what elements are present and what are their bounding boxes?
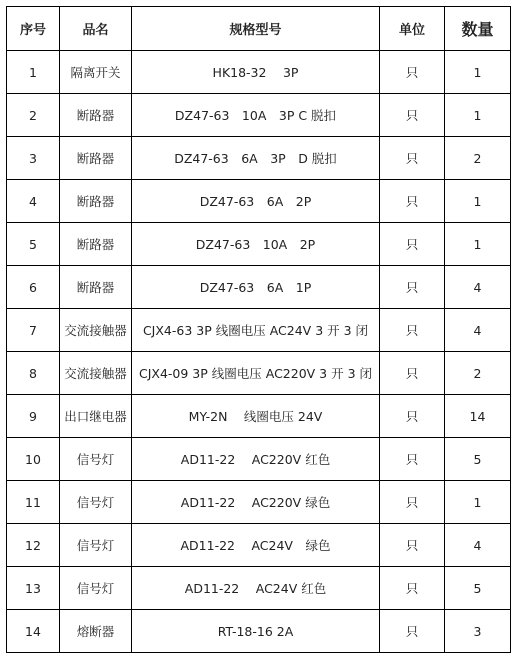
cell-unit: 只 — [380, 352, 445, 395]
cell-spec: AD11-22 AC24V 绿色 — [132, 524, 380, 567]
table-row — [7, 438, 511, 481]
cell-spec: AD11-22 AC220V 红色 — [132, 438, 380, 481]
cell-index: 13 — [7, 567, 60, 610]
table-row — [7, 180, 511, 223]
cell-spec: DZ47-63 10A 2P — [132, 223, 380, 266]
cell-unit: 只 — [380, 51, 445, 94]
cell-index: 14 — [7, 610, 60, 653]
cell-index: 10 — [7, 438, 60, 481]
cell-spec: DZ47-63 6A 2P — [132, 180, 380, 223]
table-body — [7, 51, 511, 653]
cell-unit: 只 — [380, 610, 445, 653]
cell-unit: 只 — [380, 94, 445, 137]
table-row — [7, 137, 511, 180]
cell-name: 断路器 — [60, 180, 132, 223]
cell-spec: HK18-32 3P — [132, 51, 380, 94]
cell-index: 4 — [7, 180, 60, 223]
cell-name: 断路器 — [60, 223, 132, 266]
cell-unit: 只 — [380, 567, 445, 610]
table-row — [7, 51, 511, 94]
table-row — [7, 352, 511, 395]
parts-table — [6, 6, 511, 653]
header-spec: 规格型号 — [132, 7, 380, 51]
cell-qty: 1 — [445, 481, 511, 524]
cell-index: 2 — [7, 94, 60, 137]
cell-name: 隔离开关 — [60, 51, 132, 94]
cell-index: 5 — [7, 223, 60, 266]
cell-spec: AD11-22 AC24V 红色 — [132, 567, 380, 610]
cell-name: 断路器 — [60, 94, 132, 137]
cell-name: 断路器 — [60, 137, 132, 180]
cell-qty: 1 — [445, 51, 511, 94]
table-row — [7, 309, 511, 352]
table-row — [7, 524, 511, 567]
cell-qty: 1 — [445, 94, 511, 137]
cell-spec: DZ47-63 6A 3P D 脱扣 — [132, 137, 380, 180]
cell-qty: 4 — [445, 266, 511, 309]
cell-name: 断路器 — [60, 266, 132, 309]
cell-unit: 只 — [380, 438, 445, 481]
cell-unit: 只 — [380, 395, 445, 438]
table-row — [7, 395, 511, 438]
cell-qty: 5 — [445, 438, 511, 481]
cell-index: 1 — [7, 51, 60, 94]
cell-spec: RT-18-16 2A — [132, 610, 380, 653]
cell-name: 交流接触器 — [60, 352, 132, 395]
table-row — [7, 266, 511, 309]
cell-name: 信号灯 — [60, 481, 132, 524]
header-name: 品名 — [60, 7, 132, 51]
cell-unit: 只 — [380, 137, 445, 180]
cell-index: 8 — [7, 352, 60, 395]
cell-index: 7 — [7, 309, 60, 352]
cell-name: 熔断器 — [60, 610, 132, 653]
header-row — [7, 7, 511, 51]
cell-qty: 3 — [445, 610, 511, 653]
cell-qty: 2 — [445, 137, 511, 180]
header-unit: 单位 — [380, 7, 445, 51]
cell-index: 3 — [7, 137, 60, 180]
cell-qty: 14 — [445, 395, 511, 438]
cell-qty: 2 — [445, 352, 511, 395]
header-index: 序号 — [7, 7, 60, 51]
cell-index: 11 — [7, 481, 60, 524]
cell-qty: 4 — [445, 524, 511, 567]
cell-name: 交流接触器 — [60, 309, 132, 352]
cell-spec: AD11-22 AC220V 绿色 — [132, 481, 380, 524]
table-header — [7, 7, 511, 51]
cell-name: 信号灯 — [60, 438, 132, 481]
table-row — [7, 610, 511, 653]
cell-index: 12 — [7, 524, 60, 567]
cell-spec: CJX4-63 3P 线圈电压 AC24V 3 开 3 闭 — [132, 309, 380, 352]
cell-unit: 只 — [380, 481, 445, 524]
header-qty: 数量 — [445, 7, 511, 51]
cell-spec: DZ47-63 10A 3P C 脱扣 — [132, 94, 380, 137]
cell-name: 出口继电器 — [60, 395, 132, 438]
cell-unit: 只 — [380, 266, 445, 309]
cell-unit: 只 — [380, 524, 445, 567]
table-row — [7, 481, 511, 524]
cell-name: 信号灯 — [60, 524, 132, 567]
cell-index: 9 — [7, 395, 60, 438]
cell-name: 信号灯 — [60, 567, 132, 610]
cell-qty: 1 — [445, 223, 511, 266]
cell-qty: 5 — [445, 567, 511, 610]
cell-qty: 1 — [445, 180, 511, 223]
table-row — [7, 94, 511, 137]
table-row — [7, 567, 511, 610]
cell-spec: MY-2N 线圈电压 24V — [132, 395, 380, 438]
table-row — [7, 223, 511, 266]
cell-unit: 只 — [380, 180, 445, 223]
cell-unit: 只 — [380, 223, 445, 266]
cell-unit: 只 — [380, 309, 445, 352]
cell-index: 6 — [7, 266, 60, 309]
cell-spec: DZ47-63 6A 1P — [132, 266, 380, 309]
cell-qty: 4 — [445, 309, 511, 352]
cell-spec: CJX4-09 3P 线圈电压 AC220V 3 开 3 闭 — [132, 352, 380, 395]
